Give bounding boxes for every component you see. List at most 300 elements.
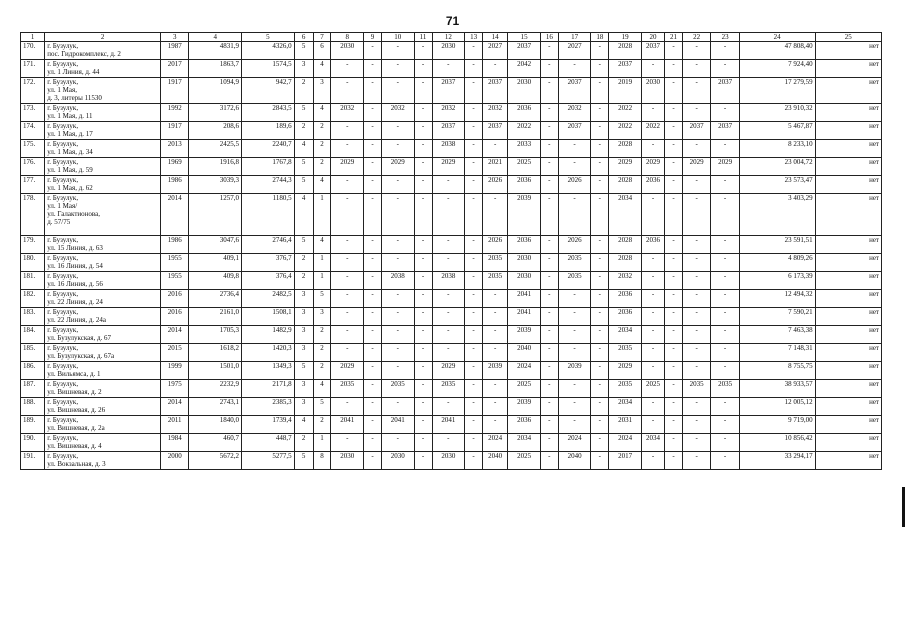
cell-col-22: -	[682, 194, 710, 236]
cell-col-22: -	[682, 452, 710, 470]
cell-col-6: 3	[294, 380, 313, 398]
cell-col-25: нет	[815, 194, 881, 236]
address-cell	[45, 42, 161, 60]
cell-col-21: -	[665, 158, 683, 176]
cell-col-18: -	[591, 380, 609, 398]
cell-col-25: нет	[815, 362, 881, 380]
cell-col-7: 2	[313, 344, 331, 362]
table-row	[21, 452, 882, 470]
cell-col-24: 33 294,17	[739, 452, 815, 470]
cell-col-5: 942,7	[242, 78, 295, 104]
cell-col-14: -	[483, 194, 508, 236]
cell-col-19: 2028	[609, 254, 642, 272]
address-line: г. Бузулук,	[47, 236, 79, 244]
row-number: 189.	[21, 416, 45, 434]
cell-col-7: 4	[313, 60, 331, 78]
column-header-24: 24	[739, 33, 815, 42]
cell-col-21: -	[665, 176, 683, 194]
cell-col-15: 2039	[508, 326, 541, 344]
address-line: ул. Вишневая, д. 4	[47, 442, 102, 450]
housing-register-table	[20, 32, 882, 470]
cell-col-21: -	[665, 60, 683, 78]
cell-col-20: 2036	[641, 176, 664, 194]
cell-col-16: -	[540, 290, 558, 308]
cell-col-3: 1986	[160, 176, 188, 194]
cell-col-12: 2041	[432, 416, 465, 434]
cell-col-23: -	[711, 344, 739, 362]
cell-col-6: 2	[294, 254, 313, 272]
cell-col-6: 5	[294, 42, 313, 60]
cell-col-24: 7 463,38	[739, 326, 815, 344]
cell-col-11: -	[414, 60, 432, 78]
cell-col-17: 2024	[558, 434, 591, 452]
cell-col-15: 2039	[508, 398, 541, 416]
row-number: 186.	[21, 362, 45, 380]
row-number: 171.	[21, 60, 45, 78]
cell-col-21: -	[665, 380, 683, 398]
cell-col-25: нет	[815, 236, 881, 254]
row-number: 177.	[21, 176, 45, 194]
cell-col-16: -	[540, 236, 558, 254]
table-row	[21, 104, 882, 122]
cell-col-23: -	[711, 194, 739, 236]
cell-col-5: 2240,7	[242, 140, 295, 158]
cell-col-21: -	[665, 398, 683, 416]
cell-col-12: 2030	[432, 452, 465, 470]
cell-col-6: 5	[294, 176, 313, 194]
cell-col-10: -	[381, 236, 414, 254]
cell-col-23: -	[711, 308, 739, 326]
address-cell	[45, 380, 161, 398]
cell-col-19: 2031	[609, 416, 642, 434]
row-number: 180.	[21, 254, 45, 272]
column-header-2: 2	[45, 33, 161, 42]
cell-col-3: 1987	[160, 42, 188, 60]
address-line: г. Бузулук,	[47, 104, 79, 112]
cell-col-24: 9 719,00	[739, 416, 815, 434]
cell-col-20: 2025	[641, 380, 664, 398]
cell-col-23: -	[711, 42, 739, 60]
row-number: 170.	[21, 42, 45, 60]
cell-col-18: -	[591, 176, 609, 194]
cell-col-3: 2000	[160, 452, 188, 470]
cell-col-16: -	[540, 60, 558, 78]
address-cell	[45, 272, 161, 290]
table-row	[21, 362, 882, 380]
cell-col-5: 1739,4	[242, 416, 295, 434]
cell-col-10: -	[381, 78, 414, 104]
table-row	[21, 140, 882, 158]
cell-col-5: 2746,4	[242, 236, 295, 254]
address-cell	[45, 290, 161, 308]
row-number: 185.	[21, 344, 45, 362]
cell-col-16: -	[540, 362, 558, 380]
address-cell	[45, 194, 161, 236]
table-row	[21, 380, 882, 398]
table-row	[21, 42, 882, 60]
cell-col-3: 1917	[160, 78, 188, 104]
address-line: г. Бузулук,	[47, 290, 79, 298]
cell-col-19: 2019	[609, 78, 642, 104]
cell-col-12: 2037	[432, 78, 465, 104]
cell-col-7: 8	[313, 452, 331, 470]
address-line: д. 3, литеры 11530	[47, 94, 102, 102]
cell-col-23: 2029	[711, 158, 739, 176]
cell-col-3: 2015	[160, 344, 188, 362]
cell-col-6: 5	[294, 362, 313, 380]
address-line: ул. 16 Линия, д. 56	[47, 280, 103, 288]
cell-col-19: 2029	[609, 158, 642, 176]
cell-col-12: 2030	[432, 42, 465, 60]
cell-col-8: -	[331, 290, 364, 308]
cell-col-7: 2	[313, 326, 331, 344]
cell-col-18: -	[591, 452, 609, 470]
cell-col-9: -	[364, 236, 382, 254]
cell-col-8: -	[331, 326, 364, 344]
cell-col-18: -	[591, 236, 609, 254]
cell-col-11: -	[414, 362, 432, 380]
row-number: 184.	[21, 326, 45, 344]
cell-col-14: -	[483, 398, 508, 416]
cell-col-13: -	[465, 416, 483, 434]
cell-col-4: 3039,3	[189, 176, 242, 194]
cell-col-6: 4	[294, 140, 313, 158]
cell-col-6: 5	[294, 104, 313, 122]
cell-col-17: 2032	[558, 104, 591, 122]
column-header-21: 21	[665, 33, 683, 42]
address-line: ул. 1 Мая, д. 62	[47, 184, 93, 192]
address-line: ул. 1 Мая,	[47, 86, 77, 94]
cell-col-9: -	[364, 158, 382, 176]
cell-col-11: -	[414, 140, 432, 158]
cell-col-25: нет	[815, 158, 881, 176]
cell-col-19: 2028	[609, 42, 642, 60]
cell-col-10: 2032	[381, 104, 414, 122]
cell-col-14: 2027	[483, 42, 508, 60]
cell-col-15: 2039	[508, 194, 541, 236]
cell-col-11: -	[414, 122, 432, 140]
cell-col-21: -	[665, 290, 683, 308]
cell-col-10: -	[381, 254, 414, 272]
cell-col-21: -	[665, 308, 683, 326]
cell-col-19: 2036	[609, 290, 642, 308]
cell-col-10: 2030	[381, 452, 414, 470]
cell-col-12: 2037	[432, 122, 465, 140]
cell-col-5: 2843,5	[242, 104, 295, 122]
cell-col-5: 1508,1	[242, 308, 295, 326]
cell-col-22: -	[682, 104, 710, 122]
address-line: г. Бузулук,	[47, 398, 79, 406]
cell-col-20: -	[641, 362, 664, 380]
table-row	[21, 60, 882, 78]
cell-col-6: 3	[294, 344, 313, 362]
cell-col-11: -	[414, 326, 432, 344]
cell-col-16: -	[540, 308, 558, 326]
cell-col-5: 376,4	[242, 272, 295, 290]
cell-col-8: -	[331, 78, 364, 104]
cell-col-22: 2035	[682, 380, 710, 398]
cell-col-24: 23 591,51	[739, 236, 815, 254]
cell-col-18: -	[591, 60, 609, 78]
cell-col-3: 1955	[160, 272, 188, 290]
cell-col-18: -	[591, 194, 609, 236]
cell-col-14: 2032	[483, 104, 508, 122]
table-row	[21, 194, 882, 236]
cell-col-25: нет	[815, 290, 881, 308]
cell-col-22: -	[682, 398, 710, 416]
cell-col-4: 3047,6	[189, 236, 242, 254]
address-line: г. Бузулук,	[47, 60, 79, 68]
cell-col-12: -	[432, 308, 465, 326]
cell-col-25: нет	[815, 176, 881, 194]
column-header-20: 20	[641, 33, 664, 42]
cell-col-9: -	[364, 104, 382, 122]
cell-col-21: -	[665, 140, 683, 158]
cell-col-24: 23 573,47	[739, 176, 815, 194]
cell-col-20: -	[641, 290, 664, 308]
cell-col-14: -	[483, 290, 508, 308]
cell-col-17: 2035	[558, 254, 591, 272]
address-line: г. Бузулук,	[47, 78, 79, 86]
cell-col-9: -	[364, 290, 382, 308]
cell-col-15: 2022	[508, 122, 541, 140]
cell-col-15: 2036	[508, 176, 541, 194]
cell-col-8: -	[331, 60, 364, 78]
address-cell	[45, 60, 161, 78]
cell-col-12: -	[432, 60, 465, 78]
cell-col-6: 2	[294, 272, 313, 290]
cell-col-14: -	[483, 326, 508, 344]
cell-col-20: 2036	[641, 236, 664, 254]
cell-col-4: 1618,2	[189, 344, 242, 362]
cell-col-22: 2029	[682, 158, 710, 176]
cell-col-17: 2026	[558, 176, 591, 194]
cell-col-4: 1257,0	[189, 194, 242, 236]
page-number: 71	[445, 14, 460, 28]
cell-col-9: -	[364, 326, 382, 344]
cell-col-8: -	[331, 272, 364, 290]
cell-col-8: -	[331, 122, 364, 140]
cell-col-16: -	[540, 398, 558, 416]
row-number: 178.	[21, 194, 45, 236]
table-row	[21, 122, 882, 140]
cell-col-17: -	[558, 398, 591, 416]
address-line: ул. Вишневая, д. 2а	[47, 424, 105, 432]
cell-col-19: 2032	[609, 272, 642, 290]
cell-col-4: 2161,0	[189, 308, 242, 326]
cell-col-13: -	[465, 42, 483, 60]
cell-col-8: -	[331, 236, 364, 254]
cell-col-22: -	[682, 236, 710, 254]
cell-col-23: -	[711, 176, 739, 194]
cell-col-12: -	[432, 326, 465, 344]
table-row	[21, 344, 882, 362]
cell-col-16: -	[540, 176, 558, 194]
cell-col-15: 2036	[508, 104, 541, 122]
cell-col-17: -	[558, 140, 591, 158]
cell-col-8: -	[331, 254, 364, 272]
cell-col-13: -	[465, 344, 483, 362]
cell-col-11: -	[414, 158, 432, 176]
cell-col-10: -	[381, 398, 414, 416]
row-number: 173.	[21, 104, 45, 122]
cell-col-14: -	[483, 380, 508, 398]
address-line: ул. 1 Мая, д. 59	[47, 166, 93, 174]
cell-col-8: 2030	[331, 452, 364, 470]
cell-col-19: 2028	[609, 140, 642, 158]
address-line: ул. 15 Линия, д. 63	[47, 244, 103, 252]
column-header-14: 14	[483, 33, 508, 42]
cell-col-17: -	[558, 380, 591, 398]
cell-col-14: -	[483, 60, 508, 78]
cell-col-23: -	[711, 60, 739, 78]
cell-col-20: 2029	[641, 158, 664, 176]
address-line: г. Бузулук,	[47, 272, 79, 280]
cell-col-14: -	[483, 416, 508, 434]
cell-col-16: -	[540, 194, 558, 236]
cell-col-19: 2022	[609, 104, 642, 122]
column-header-25: 25	[815, 33, 881, 42]
cell-col-9: -	[364, 272, 382, 290]
cell-col-16: -	[540, 380, 558, 398]
cell-col-20: -	[641, 272, 664, 290]
table-row	[21, 326, 882, 344]
cell-col-24: 12 494,32	[739, 290, 815, 308]
cell-col-15: 2030	[508, 78, 541, 104]
cell-col-25: нет	[815, 122, 881, 140]
cell-col-22: -	[682, 326, 710, 344]
cell-col-22: -	[682, 344, 710, 362]
cell-col-8: -	[331, 194, 364, 236]
cell-col-19: 2035	[609, 380, 642, 398]
address-cell	[45, 362, 161, 380]
cell-col-4: 2743,1	[189, 398, 242, 416]
cell-col-19: 2028	[609, 176, 642, 194]
cell-col-15: 2036	[508, 416, 541, 434]
cell-col-22: -	[682, 416, 710, 434]
column-header-18: 18	[591, 33, 609, 42]
cell-col-24: 47 808,40	[739, 42, 815, 60]
cell-col-4: 5672,2	[189, 452, 242, 470]
cell-col-18: -	[591, 344, 609, 362]
cell-col-3: 2017	[160, 60, 188, 78]
cell-col-11: -	[414, 254, 432, 272]
cell-col-5: 1180,5	[242, 194, 295, 236]
cell-col-21: -	[665, 104, 683, 122]
cell-col-23: -	[711, 398, 739, 416]
cell-col-19: 2037	[609, 60, 642, 78]
cell-col-16: -	[540, 78, 558, 104]
cell-col-21: -	[665, 362, 683, 380]
cell-col-18: -	[591, 158, 609, 176]
address-line: пос. Гидрокомплекс, д. 2	[47, 50, 121, 58]
cell-col-18: -	[591, 326, 609, 344]
cell-col-12: -	[432, 290, 465, 308]
cell-col-13: -	[465, 380, 483, 398]
cell-col-24: 12 005,12	[739, 398, 815, 416]
address-cell	[45, 236, 161, 254]
cell-col-9: -	[364, 362, 382, 380]
cell-col-10: -	[381, 42, 414, 60]
cell-col-11: -	[414, 194, 432, 236]
cell-col-6: 2	[294, 434, 313, 452]
cell-col-4: 1916,8	[189, 158, 242, 176]
cell-col-16: -	[540, 416, 558, 434]
cell-col-19: 2035	[609, 344, 642, 362]
cell-col-17: -	[558, 290, 591, 308]
cell-col-14: 2040	[483, 452, 508, 470]
cell-col-19: 2029	[609, 362, 642, 380]
cell-col-18: -	[591, 398, 609, 416]
cell-col-15: 2030	[508, 254, 541, 272]
cell-col-18: -	[591, 416, 609, 434]
cell-col-4: 1501,0	[189, 362, 242, 380]
cell-col-15: 2034	[508, 434, 541, 452]
cell-col-4: 3172,6	[189, 104, 242, 122]
cell-col-9: -	[364, 60, 382, 78]
address-line: ул. Вокзальная, д. 3	[47, 460, 106, 468]
cell-col-7: 2	[313, 122, 331, 140]
cell-col-14: 2026	[483, 236, 508, 254]
cell-col-6: 3	[294, 308, 313, 326]
cell-col-19: 2034	[609, 326, 642, 344]
cell-col-4: 4831,9	[189, 42, 242, 60]
cell-col-11: -	[414, 308, 432, 326]
cell-col-13: -	[465, 60, 483, 78]
address-line: г. Бузулук,	[47, 254, 79, 262]
cell-col-10: -	[381, 434, 414, 452]
cell-col-16: -	[540, 326, 558, 344]
cell-col-20: -	[641, 60, 664, 78]
cell-col-20: 2030	[641, 78, 664, 104]
cell-col-23: -	[711, 326, 739, 344]
cell-col-23: -	[711, 362, 739, 380]
cell-col-13: -	[465, 236, 483, 254]
cell-col-7: 2	[313, 158, 331, 176]
cell-col-12: -	[432, 344, 465, 362]
cell-col-8: 2029	[331, 158, 364, 176]
cell-col-8: 2030	[331, 42, 364, 60]
cell-col-4: 460,7	[189, 434, 242, 452]
cell-col-25: нет	[815, 140, 881, 158]
cell-col-22: -	[682, 362, 710, 380]
cell-col-19: 2022	[609, 122, 642, 140]
cell-col-16: -	[540, 104, 558, 122]
cell-col-8: 2029	[331, 362, 364, 380]
cell-col-7: 1	[313, 194, 331, 236]
cell-col-18: -	[591, 140, 609, 158]
cell-col-5: 1482,9	[242, 326, 295, 344]
cell-col-23: -	[711, 254, 739, 272]
cell-col-7: 3	[313, 308, 331, 326]
cell-col-3: 2014	[160, 326, 188, 344]
cell-col-23: 2037	[711, 78, 739, 104]
cell-col-15: 2025	[508, 158, 541, 176]
column-header-1: 1	[21, 33, 45, 42]
cell-col-25: нет	[815, 326, 881, 344]
cell-col-17: 2040	[558, 452, 591, 470]
cell-col-16: -	[540, 434, 558, 452]
cell-col-8: 2041	[331, 416, 364, 434]
cell-col-20: -	[641, 194, 664, 236]
cell-col-4: 2425,5	[189, 140, 242, 158]
table-row	[21, 176, 882, 194]
cell-col-5: 2171,8	[242, 380, 295, 398]
cell-col-12: -	[432, 254, 465, 272]
column-header-5: 5	[242, 33, 295, 42]
cell-col-9: -	[364, 452, 382, 470]
cell-col-20: 2037	[641, 42, 664, 60]
